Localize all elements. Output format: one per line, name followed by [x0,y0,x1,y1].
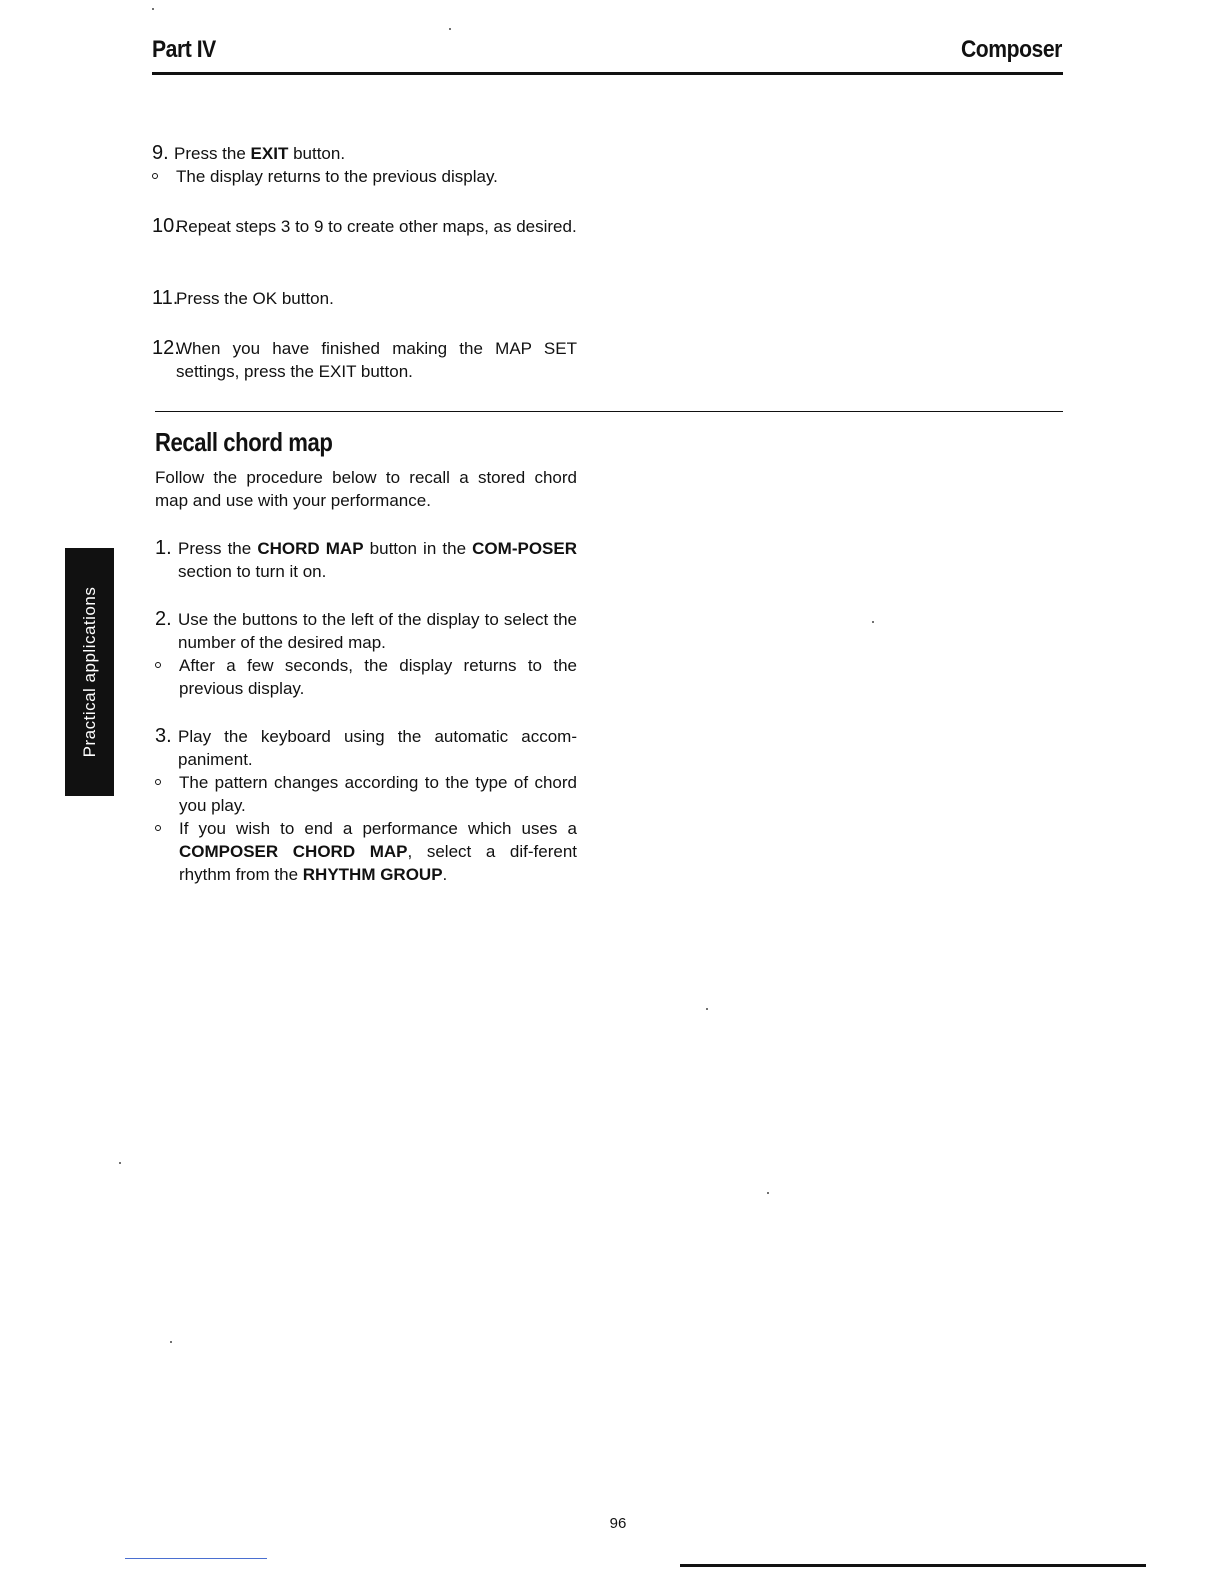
step-number: 12. [152,337,180,359]
step-12 [152,337,577,383]
bullet-text: If you wish to end a performance which uses a COMPOSER CHORD MAP, select a dif-ferent rhythm from the RHYTHM GROUP. [179,819,578,884]
step-11 [152,287,577,310]
step-text: When you have finished making the MAP SET settings, press the EXIT button. [176,339,577,381]
side-tab [65,548,114,796]
recall-step-1 [155,537,577,583]
header-part: Part IV [152,36,216,63]
header-rule [152,72,1063,75]
scan-speck [706,1008,708,1010]
scan-speck [449,28,451,30]
step-number: 9. [152,142,169,164]
bullet-icon [155,662,161,668]
scan-speck [170,1341,172,1343]
step-9 [152,142,577,188]
side-tab-label: Practical applications [79,586,99,758]
page-number: 96 [609,1515,627,1532]
step-number: 1. [155,537,172,559]
step-10 [152,215,577,238]
header-chapter: Composer [961,36,1062,63]
bullet-text: The display returns to the previous display. [176,167,498,186]
step-text: Press the EXIT button. [174,144,346,163]
step-text: Use the buttons to the left of the display to select the number of the desired map. [178,610,577,652]
bullet-icon [152,173,158,179]
step-text: Press the CHORD MAP button in the COM-POSER section to turn it on. [178,539,577,581]
section-title: Recall chord map [155,427,333,457]
scan-speck [152,8,154,10]
recall-step-3 [155,725,577,886]
step-number: 10. [152,215,180,237]
scan-speck [767,1192,769,1194]
scan-speck [872,621,874,623]
bullet-text: After a few seconds, the display returns to the previous display. [179,656,577,698]
bottom-edge-rule [680,1564,1146,1567]
section-intro: Follow the procedure below to recall a stored chord map and use with your performance. [155,468,577,510]
step-number: 3. [155,725,172,747]
bullet-icon [155,779,161,785]
step-text: Repeat steps 3 to 9 to create other maps, as desired. [176,217,577,236]
section-rule [155,411,1063,412]
scan-speck [119,1162,121,1164]
bottom-line [125,1558,267,1559]
step-number: 11. [152,287,179,309]
bullet-text: The pattern changes according to the type of chord you play. [179,773,577,815]
step-text: Press the OK button. [176,289,334,308]
recall-step-2 [155,608,577,700]
step-number: 2. [155,608,172,630]
step-text: Play the keyboard using the automatic accom-paniment. [178,727,577,769]
bullet-icon [155,825,161,831]
